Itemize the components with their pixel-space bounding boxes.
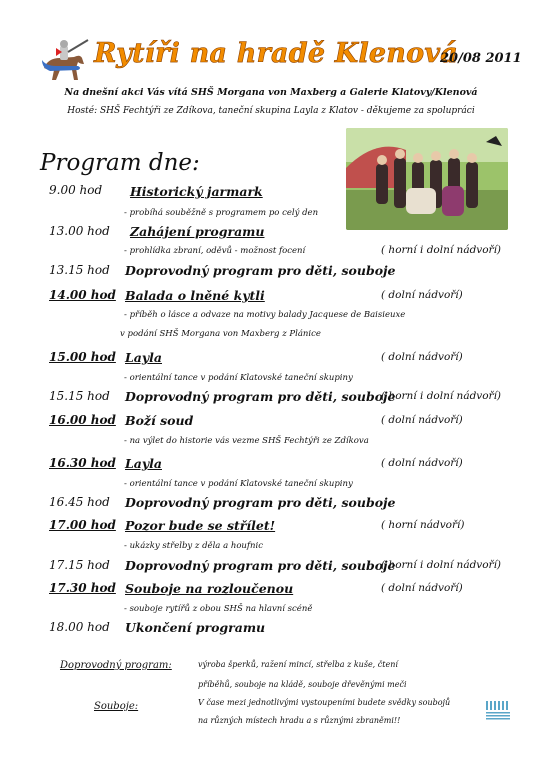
accompanying-label: Doprovodný program: bbox=[60, 660, 172, 671]
welcome-line: Na dnešní akci Vás vítá SHŠ Morgana von Maxberg a Galerie Klatovy/Klenová bbox=[64, 87, 478, 98]
item-time: 17.15 hod bbox=[49, 558, 110, 572]
item-event: Souboje na rozloučenou bbox=[125, 581, 294, 596]
item-location: ( horní i dolní nádvoří) bbox=[381, 390, 502, 402]
item-location: ( dolní nádvoří) bbox=[381, 351, 463, 363]
item-location: ( dolní nádvoří) bbox=[381, 582, 463, 594]
item-time: 16.00 hod bbox=[49, 413, 116, 427]
item-desc: - orientální tance v podání Klatovské taneční skupiny bbox=[124, 479, 353, 489]
item-time: 16.30 hod bbox=[49, 456, 116, 470]
item-desc: - souboje rytířů z obou SHŠ na hlavní scéně bbox=[124, 604, 313, 614]
accompanying-text: výroba šperků, ražení mincí, střelba z kuše, čtení bbox=[198, 660, 398, 669]
item-time: 9.00 hod bbox=[49, 183, 103, 197]
item-event: Layla bbox=[125, 350, 162, 365]
duels-text: V čase mezi jednotlivými vystoupeními budete svědky soubojů bbox=[198, 698, 451, 707]
item-desc: - na výlet do historie vás vezme SHŠ Fechtýři ze Zdíkova bbox=[124, 436, 369, 446]
item-desc: - prohlídka zbraní, oděvů - možnost focení bbox=[124, 246, 306, 256]
item-event: Layla bbox=[125, 456, 162, 471]
item-desc: - ukázky střelby z děla a houfnic bbox=[124, 541, 264, 551]
knight-on-horse-icon bbox=[38, 38, 90, 86]
item-location: ( dolní nádvoří) bbox=[381, 457, 463, 469]
item-location: ( horní i dolní nádvoří) bbox=[381, 244, 502, 256]
item-time: 13.15 hod bbox=[49, 263, 110, 277]
item-event: Balada o lněné kytli bbox=[125, 288, 265, 303]
accompanying-text: příběhů, souboje na kládě, souboje dřevěnými meči bbox=[198, 680, 407, 689]
item-location: ( dolní nádvoří) bbox=[381, 289, 463, 301]
item-time: 13.00 hod bbox=[49, 224, 110, 238]
item-event: Boží soud bbox=[125, 413, 194, 428]
group-photo bbox=[346, 128, 508, 230]
item-time: 15.00 hod bbox=[49, 350, 116, 364]
gallery-logo-icon bbox=[484, 700, 514, 720]
item-event: Zahájení programu bbox=[130, 224, 265, 239]
item-event: Historický jarmark bbox=[130, 184, 263, 199]
guests-line: Hosté: SHŠ Fechtýři ze Zdíkova, taneční skupina Layla z Klatov - děkujeme za spolupráci bbox=[67, 106, 475, 116]
item-location: ( dolní nádvoří) bbox=[381, 414, 463, 426]
program-heading: Program dne: bbox=[40, 150, 200, 176]
item-location: ( horní nádvoří) bbox=[381, 519, 465, 531]
item-event: Doprovodný program pro děti, souboje bbox=[125, 263, 396, 278]
item-desc: v podání SHŠ Morgana von Maxberg z Plánice bbox=[120, 329, 321, 339]
item-event: Doprovodný program pro děti, souboje bbox=[125, 389, 396, 404]
item-time: 17.00 hod bbox=[49, 518, 116, 532]
item-desc: - probíhá souběžně s programem po celý den bbox=[124, 208, 319, 218]
item-desc: - orientální tance v podání Klatovské taneční skupiny bbox=[124, 373, 353, 383]
item-time: 15.15 hod bbox=[49, 389, 110, 403]
item-time: 14.00 hod bbox=[49, 288, 116, 302]
item-desc: - příběh o lásce a odvaze na motivy balady Jacquese de Baisieuxe bbox=[124, 310, 406, 320]
item-event: Ukončení programu bbox=[125, 620, 266, 635]
item-event: Pozor bude se střílet! bbox=[125, 518, 276, 533]
item-event: Doprovodný program pro děti, souboje bbox=[125, 495, 396, 510]
item-event: Doprovodný program pro děti, souboje bbox=[125, 558, 396, 573]
duels-text: na různých místech hradu a s různými zbraněmi!! bbox=[198, 716, 401, 725]
item-time: 16.45 hod bbox=[49, 495, 110, 509]
item-location: ( horní i dolní nádvoří) bbox=[381, 559, 502, 571]
page-title: Rytíři na hradě Klenová bbox=[94, 38, 458, 69]
event-date: 20/08 2011 bbox=[440, 51, 522, 66]
duels-label: Souboje: bbox=[94, 701, 139, 712]
item-time: 18.00 hod bbox=[49, 620, 110, 634]
item-time: 17.30 hod bbox=[49, 581, 116, 595]
